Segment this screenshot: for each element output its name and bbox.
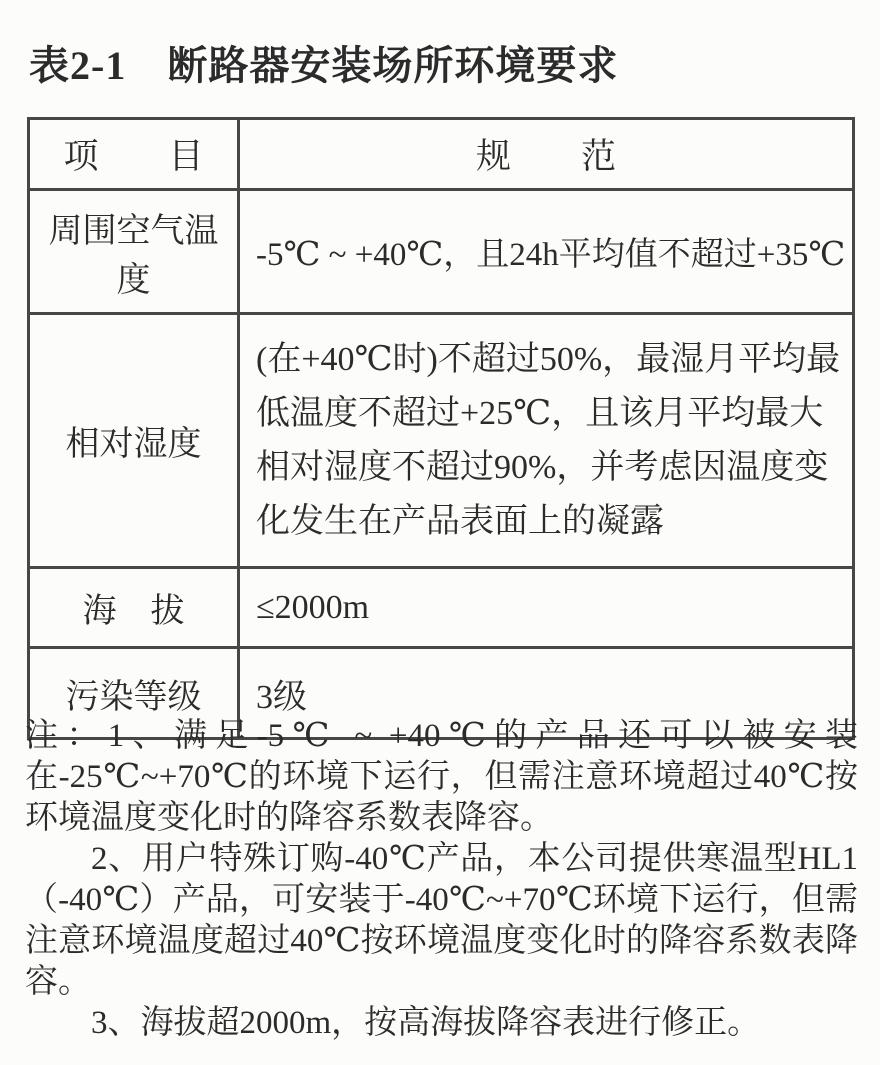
row-spec-relative-humidity: (在+40℃时)不超过50%，最湿月平均最低温度不超过+25℃，且该月平均最大相对湿度不超过90%，并考虑因温度变化发生在产品表面上的凝露 [239,314,854,568]
row-label-pollution-level: 污染等级 [29,648,239,739]
environment-requirements-table [27,117,855,740]
row-spec-ambient-air-temperature: -5℃ ~ +40℃，且24h平均值不超过+35℃ [239,190,854,314]
table-row-altitude [29,568,854,648]
row-label-ambient-air-temperature: 周围空气温度 [29,190,239,314]
column-header-spec: 规 范 [239,119,854,190]
row-label-altitude: 海 拔 [29,568,239,648]
row-label-relative-humidity: 相对湿度 [29,314,239,568]
note-1: 注：1、满足-5℃ ~ +40℃的产品还可以被安装在-25℃~+70℃的环境下运行，但需注意环境超过40℃按环境温度变化时的降容系数表降容。 [25,718,858,836]
row-spec-altitude: ≤2000m [239,568,854,648]
row-spec-pollution-level: 3级 [239,648,854,739]
table-row-relative-humidity [29,314,854,568]
note-3: 3、海拔超2000m，按高海拔降容表进行修正。 [91,1005,761,1041]
column-header-item: 项 目 [29,119,239,190]
note-2: 2、用户特殊订购-40℃产品，本公司提供寒温型HL1（-40℃）产品，可安装于-40℃~+70℃环境下运行，但需注意环境温度超过40℃按环境温度变化时的降容系数表降容。 [25,841,858,1000]
table-row-ambient-air-temperature [29,190,854,314]
table-header-row [29,119,854,190]
notes-section [25,716,858,1044]
table-caption: 表2-1 断路器安装场所环境要求 [29,43,619,88]
